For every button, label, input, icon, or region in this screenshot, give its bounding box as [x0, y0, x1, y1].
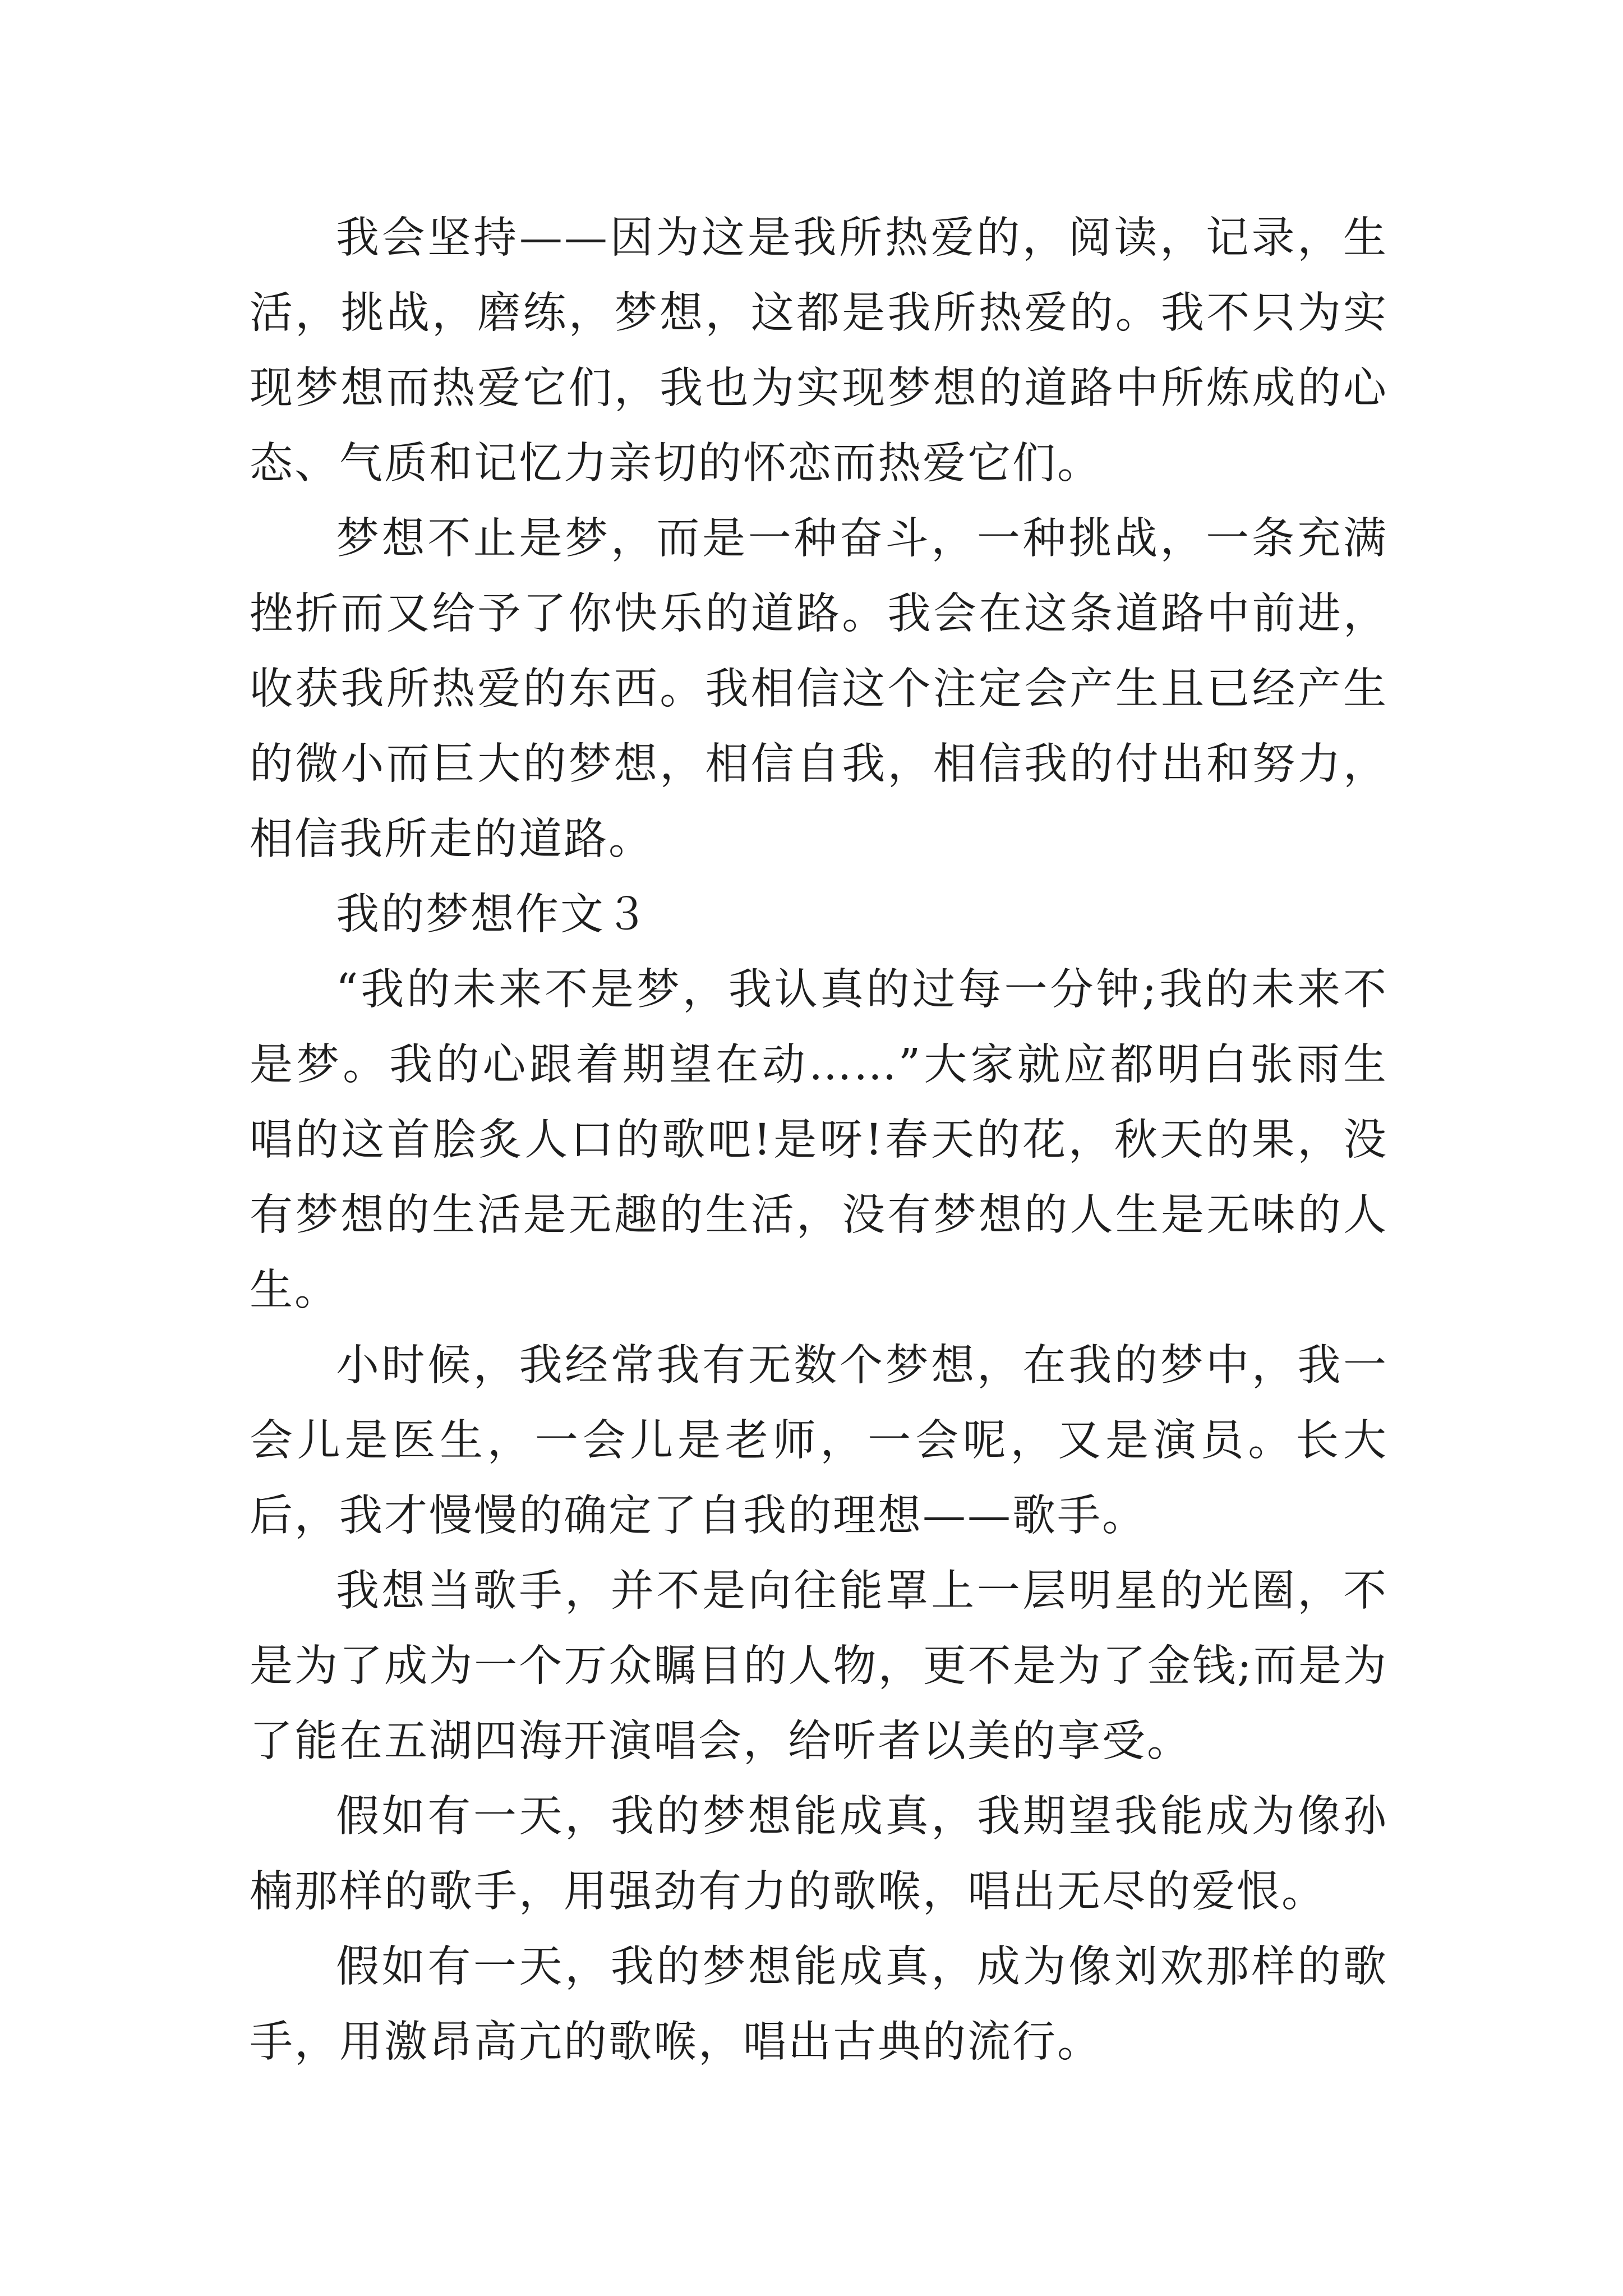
paragraph-7: 假如有一天，我的梦想能成真，成为像刘欢那样的歌手，用激昂高亢的歌喉，唱出古典的流行。 [250, 1942, 1388, 2067]
paragraph-4: 小时候，我经常我有无数个梦想，在我的梦中，我一会儿是医生，一会儿是老师，一会呢，又是演员。长大后，我才慢慢的确定了自我的理想——歌手。 [250, 1341, 1388, 1541]
section-heading: 我的梦想作文３ [336, 890, 650, 940]
paragraph-1: 我会坚持——因为这是我所热爱的，阅读，记录，生活，挑战，磨练，梦想，这都是我所热爱的。我不只为实现梦想而热爱它们，我也为实现梦想的道路中所炼成的心态、气质和记忆力亲切的怀恋而热爱它们。 [250, 213, 1388, 489]
paragraph-6: 假如有一天，我的梦想能成真，我期望我能成为像孙楠那样的歌手，用强劲有力的歌喉，唱出无尽的爱恨。 [250, 1792, 1388, 1917]
paragraph-3: “我的未来不是梦，我认真的过每一分钟;我的未来不是梦。我的心跟着期望在动……”大家就应都明白张雨生唱的这首脍炙人口的歌吧!是呀!春天的花，秋天的果，没有梦想的生活是无趣的生活，没有梦想的人生是无味的人生。 [250, 965, 1388, 1315]
document-body [250, 201, 1388, 2080]
paragraph-2: 梦想不止是梦，而是一种奋斗，一种挑战，一条充满挫折而又给予了你快乐的道路。我会在这条道路中前进，收获我所热爱的东西。我相信这个注定会产生且已经产生的微小而巨大的梦想，相信自我，相信我的付出和努力，相信我所走的道路。 [250, 514, 1388, 864]
paragraph-5: 我想当歌手，并不是向往能罩上一层明星的光圈，不是为了成为一个万众瞩目的人物，更不是为了金钱;而是为了能在五湖四海开演唱会，给听者以美的享受。 [250, 1566, 1388, 1766]
